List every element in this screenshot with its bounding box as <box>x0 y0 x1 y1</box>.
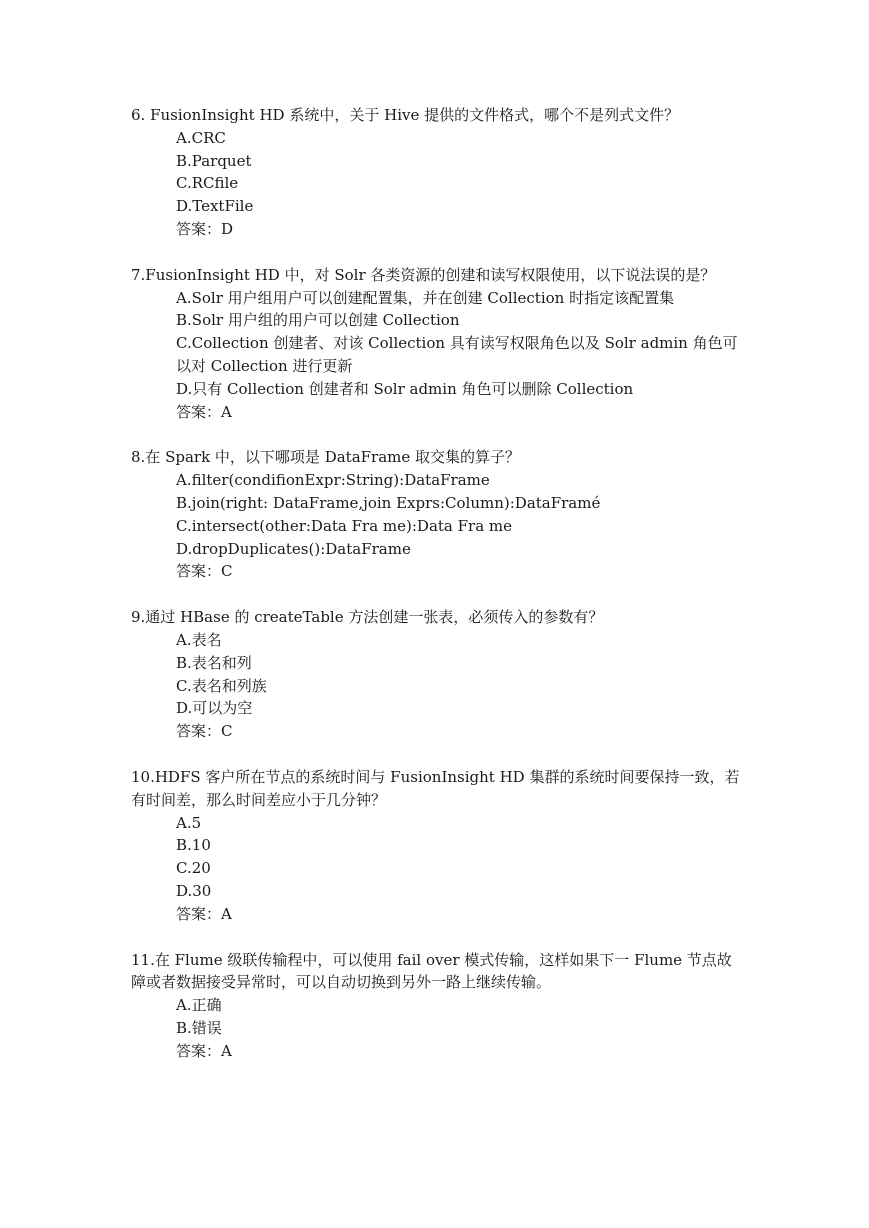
option-list <box>131 629 743 720</box>
option-a: A.filter(condifionExpr:String):DataFrame <box>176 471 490 490</box>
question-8 <box>131 446 743 583</box>
option-c: C.RCfile <box>176 174 239 193</box>
option-b: B.错误 <box>176 1018 222 1037</box>
option-list <box>131 287 743 401</box>
question-stem: 10.HDFS 客户所在节点的系统时间与 FusionInsight HD 集群的系统时间要保持一致，若有时间差，那么时间差应小于几分钟？ <box>131 767 740 809</box>
answer-value: A <box>221 904 232 923</box>
option-d: D.只有 Collection 创建者和 Solr admin 角色可以删除 Collection <box>176 379 634 398</box>
question-stem: 7.FusionInsight HD 中，对 Solr 各类资源的创建和读写权限使用，以下说法误的是？ <box>131 265 716 284</box>
question-9 <box>131 606 743 743</box>
option-c: C.20 <box>176 859 211 878</box>
question-list <box>131 104 743 1085</box>
option-b: B.表名和列 <box>176 653 252 672</box>
question-11 <box>131 949 743 1063</box>
option-a: A.Solr 用户组用户可以创建配置集，并在创建 Collection 时指定该配置集 <box>176 288 675 307</box>
answer-line <box>131 218 743 241</box>
answer-value: D <box>221 219 234 238</box>
answer-label: 答案： <box>176 402 222 421</box>
option-list <box>131 994 743 1040</box>
question-6 <box>131 104 743 241</box>
answer-value: C <box>221 562 233 581</box>
answer-line <box>131 903 743 926</box>
question-10 <box>131 766 743 926</box>
question-stem: 8.在 Spark 中，以下哪项是 DataFrame 取交集的算子？ <box>131 448 521 467</box>
option-a: A.CRC <box>176 128 226 147</box>
answer-label: 答案： <box>176 722 222 741</box>
answer-line <box>131 720 743 743</box>
question-7 <box>131 264 743 424</box>
option-d: D.dropDuplicates():DataFrame <box>176 539 411 558</box>
answer-line <box>131 1040 743 1063</box>
answer-line <box>131 401 743 424</box>
answer-line <box>131 560 743 583</box>
answer-label: 答案： <box>176 1041 222 1060</box>
answer-label: 答案： <box>176 904 222 923</box>
option-c: C.表名和列族 <box>176 676 267 695</box>
option-list <box>131 127 743 218</box>
option-b: B.join(right: DataFrame,join Exprs:Column):DataFramé <box>176 493 601 512</box>
option-d: D.30 <box>176 881 212 900</box>
option-list <box>131 469 743 560</box>
option-d: D.TextFile <box>176 197 254 216</box>
answer-value: C <box>221 722 233 741</box>
option-a: A.正确 <box>176 996 222 1015</box>
option-c: C.intersect(other:Data Fra me):Data Fra me <box>176 516 513 535</box>
answer-label: 答案： <box>176 219 222 238</box>
option-a: A.表名 <box>176 630 222 649</box>
option-b: B.Solr 用户组的用户可以创建 Collection <box>176 311 460 330</box>
question-stem: 9.通过 HBase 的 createTable 方法创建一张表，必须传入的参数有？ <box>131 608 604 627</box>
question-stem: 11.在 Flume 级联传输程中，可以使用 fail over 模式传输，这样如果下一 Flume 节点故障或者数据接受异常时，可以自动切换到另外一路上继续传输。 <box>131 950 732 992</box>
option-d: D.可以为空 <box>176 699 253 718</box>
answer-value: A <box>221 402 232 421</box>
answer-value: A <box>221 1041 232 1060</box>
answer-label: 答案： <box>176 562 222 581</box>
option-list <box>131 812 743 903</box>
option-b: B.Parquet <box>176 151 252 170</box>
option-a: A.5 <box>176 813 202 832</box>
option-c: C.Collection 创建者、对该 Collection 具有读写权限角色以及 Solr admin 角色可以对 Collection 进行更新 <box>176 334 738 375</box>
option-b: B.10 <box>176 836 211 855</box>
question-stem: 6. FusionInsight HD 系统中，关于 Hive 提供的文件格式，哪个不是列式文件？ <box>131 106 680 124</box>
